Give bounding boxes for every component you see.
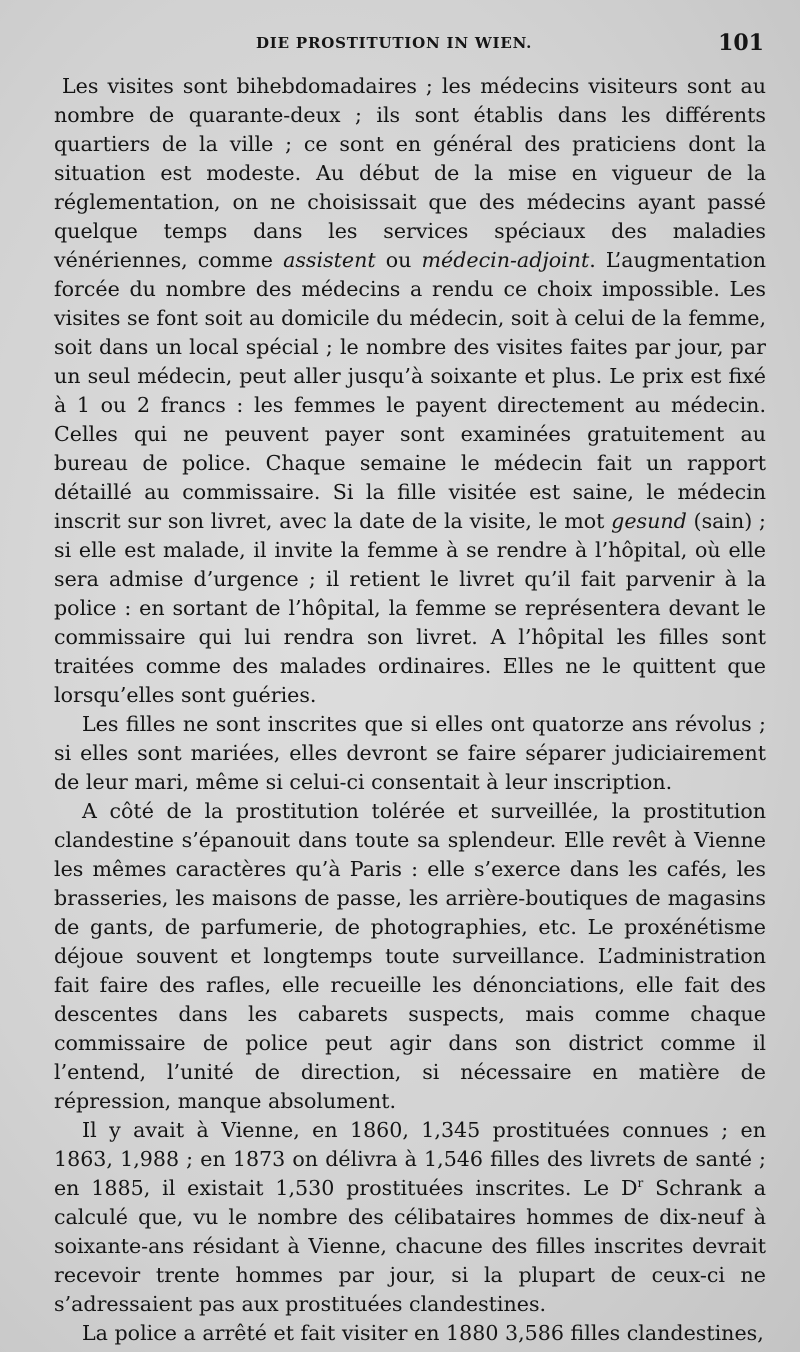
superscript: r [637, 1176, 644, 1191]
page-number: 101 [718, 30, 764, 56]
text-run: A côté de la prostitution tolérée et surveillée, la prostitution clandestine s’épanouit dans toute sa splendeur. Elle revêt à Vienne les mêmes caractères qu’à Paris : elle s’exerce dans les cafés, les brasseries, les maisons de passe, les arrière-boutiques de magasins de gants, de parfumerie, de photographies, etc. Le proxénétisme déjoue souvent et longtemps toute surveillance. L’administration fait faire des rafles, elle recueille les dénonciations, elle fait des descentes dans les cabarets suspects, mais comme chaque commissaire de police peut agir dans son district comme il l’entend, l’unité de direction, si nécessaire en matière de répression, manque absolument. [54, 799, 766, 1113]
paragraph-1 [54, 72, 766, 710]
italic-term: gesund [611, 509, 687, 533]
body-text [54, 72, 766, 1348]
paragraph-5 [54, 1319, 766, 1348]
page-header [60, 30, 772, 62]
text-run: Il y avait à Vienne, en 1860, 1,345 prostituées connues ; en 1863, 1,988 ; en 1873 on délivra à 1,546 filles des livrets de santé ; en 1885, il existait 1,530 prostituées inscrites. Le D [54, 1118, 766, 1200]
text-run: Les filles ne sont inscrites que si elles ont quatorze ans révolus ; si elles sont mariées, elles devront se faire séparer judiciairement de leur mari, même si celui-ci consentait à leur inscription. [54, 712, 766, 794]
italic-term: assistent [283, 248, 376, 272]
paragraph-3 [54, 797, 766, 1116]
text-run: Schrank a calculé que, vu le nombre des célibataires hommes de dix-neuf à soixante-ans résidant à Vienne, chacune des filles inscrites devrait recevoir trente hommes par jour, si la plupart de ceux-ci ne s’adressaient pas aux prostituées clandestines. [54, 1176, 767, 1316]
text-run: . L’augmentation forcée du nombre des médecins a rendu ce choix impossible. Les visites se font soit au domicile du médecin, soit à celui de la femme, soit dans un local spécial ; le nombre des visites faites par jour, par un seul médecin, peut aller jusqu’à soixante et plus. Le prix est fixé à 1 ou 2 francs : les femmes le payent directement au médecin. Celles qui ne peuvent payer sont examinées gratuitement au bureau de police. Chaque semaine le médecin fait un rapport détaillé au commissaire. Si la fille visitée est saine, le médecin inscrit sur son livret, avec la date de la visite, le mot [54, 248, 766, 533]
text-run: (sain) ; si elle est malade, il invite la femme à se rendre à l’hôpital, où elle sera admise d’urgence ; il retient le livret qu’il fait parvenir à la police : en sortant de l’hôpital, la femme se représentera devant le commissaire qui lui rendra son livret. A l’hôpital les filles sont traitées comme des malades ordinaires. Elles ne le quittent que lorsqu’elles sont guéries. [54, 509, 767, 707]
text-run: ou [375, 248, 422, 272]
paragraph-2 [54, 710, 766, 797]
text-run: La police a arrêté et fait visiter en 1880 3,586 filles clandestines, [82, 1321, 764, 1345]
running-title: DIE PROSTITUTION IN WIEN. [256, 34, 533, 52]
paragraph-4 [54, 1116, 766, 1319]
text-run: Les visites sont bihebdomadaires ; les médecins visiteurs sont au nombre de quarante-deux ; ils sont établis dans les différents quartiers de la ville ; ce sont en général des praticiens dont la situation est modeste. Au début de la mise en vigueur de la réglementation, on ne choisissait que des médecins ayant passé quelque temps dans les services spéciaux des maladies vénériennes, comme [54, 74, 766, 272]
italic-term: médecin-adjoint [421, 248, 590, 272]
